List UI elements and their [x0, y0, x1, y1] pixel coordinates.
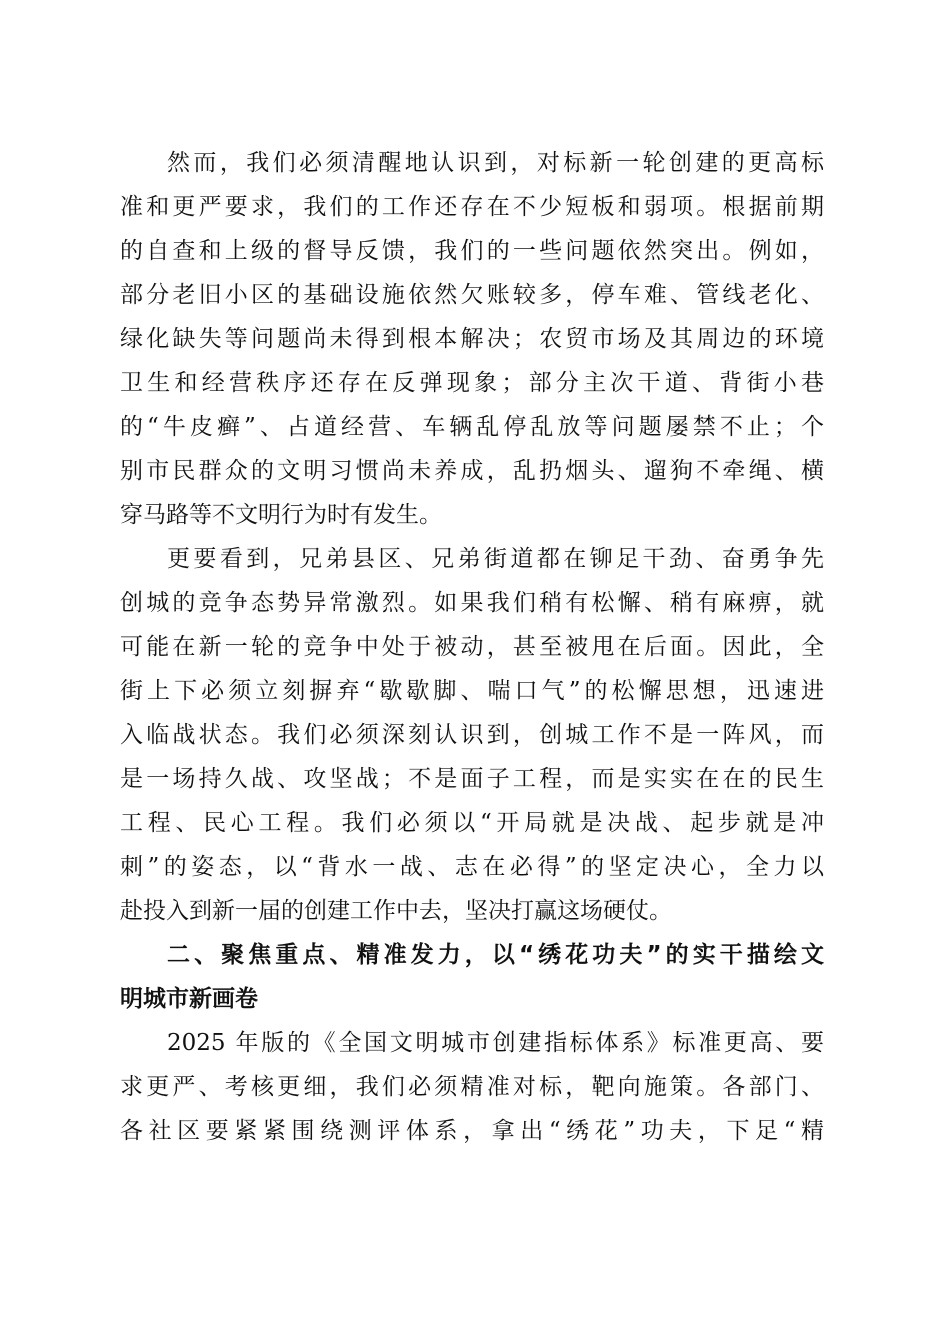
text-line: 街上下必须立刻摒弃“歇歇脚、喘口气”的松懈思想，迅速进 — [120, 678, 824, 704]
text-line: 是一场持久战、攻坚战；不是面子工程，而是实实在在的民生 — [120, 766, 824, 792]
paragraph-competition — [120, 537, 824, 933]
text-line: 入临战状态。我们必须深刻认识到，创城工作不是一阵风，而 — [120, 722, 824, 748]
text-line: 创城的竞争态势异常激烈。如果我们稍有松懈、稍有麻痹，就 — [120, 590, 824, 616]
text-line: 别市民群众的文明习惯尚未养成，乱扔烟头、遛狗不牵绳、横 — [120, 458, 824, 484]
text-line: 绿化缺失等问题尚未得到根本解决；农贸市场及其周边的环境 — [120, 326, 824, 352]
text-line: 刺”的姿态，以“背水一战、志在必得”的坚定决心，全力以 — [120, 854, 824, 880]
text-line: 部分老旧小区的基础设施依然欠账较多，停车难、管线老化、 — [120, 282, 824, 308]
paragraph-shortcomings — [120, 141, 824, 537]
text-line: 各社区要紧紧围绕测评体系，拿出“绣花”功夫，下足“精 — [120, 1118, 824, 1144]
text-line: 可能在新一轮的竞争中处于被动，甚至被甩在后面。因此，全 — [120, 634, 824, 660]
text-line: 卫生和经营秩序还存在反弹现象；部分主次干道、背街小巷 — [120, 370, 824, 396]
heading-line: 明城市新画卷 — [120, 986, 258, 1012]
text-line: 穿马路等不文明行为时有发生。 — [120, 502, 442, 528]
text-line: 的自查和上级的督导反馈，我们的一些问题依然突出。例如， — [120, 238, 824, 264]
text-line: 工程、民心工程。我们必须以“开局就是决战、起步就是冲 — [120, 810, 824, 836]
section-heading — [120, 933, 824, 1021]
text-line: 更要看到，兄弟县区、兄弟街道都在铆足干劲、奋勇争先 — [167, 546, 824, 572]
paragraph-standards — [120, 1021, 824, 1153]
text-line: 赴投入到新一届的创建工作中去，坚决打赢这场硬仗。 — [120, 898, 672, 924]
text-line: 2025 年版的《全国文明城市创建指标体系》标准更高、要 — [167, 1030, 824, 1056]
text-line: 求更严、考核更细，我们必须精准对标，靶向施策。各部门、 — [120, 1074, 824, 1100]
text-line: 的“牛皮癣”、占道经营、车辆乱停乱放等问题屡禁不止；个 — [120, 414, 824, 440]
heading-line: 二、聚焦重点、精准发力，以“绣花功夫”的实干描绘文 — [167, 942, 824, 968]
text-line: 准和更严要求，我们的工作还存在不少短板和弱项。根据前期 — [120, 194, 824, 220]
text-line: 然而，我们必须清醒地认识到，对标新一轮创建的更高标 — [167, 150, 824, 176]
document-page — [120, 141, 824, 1153]
